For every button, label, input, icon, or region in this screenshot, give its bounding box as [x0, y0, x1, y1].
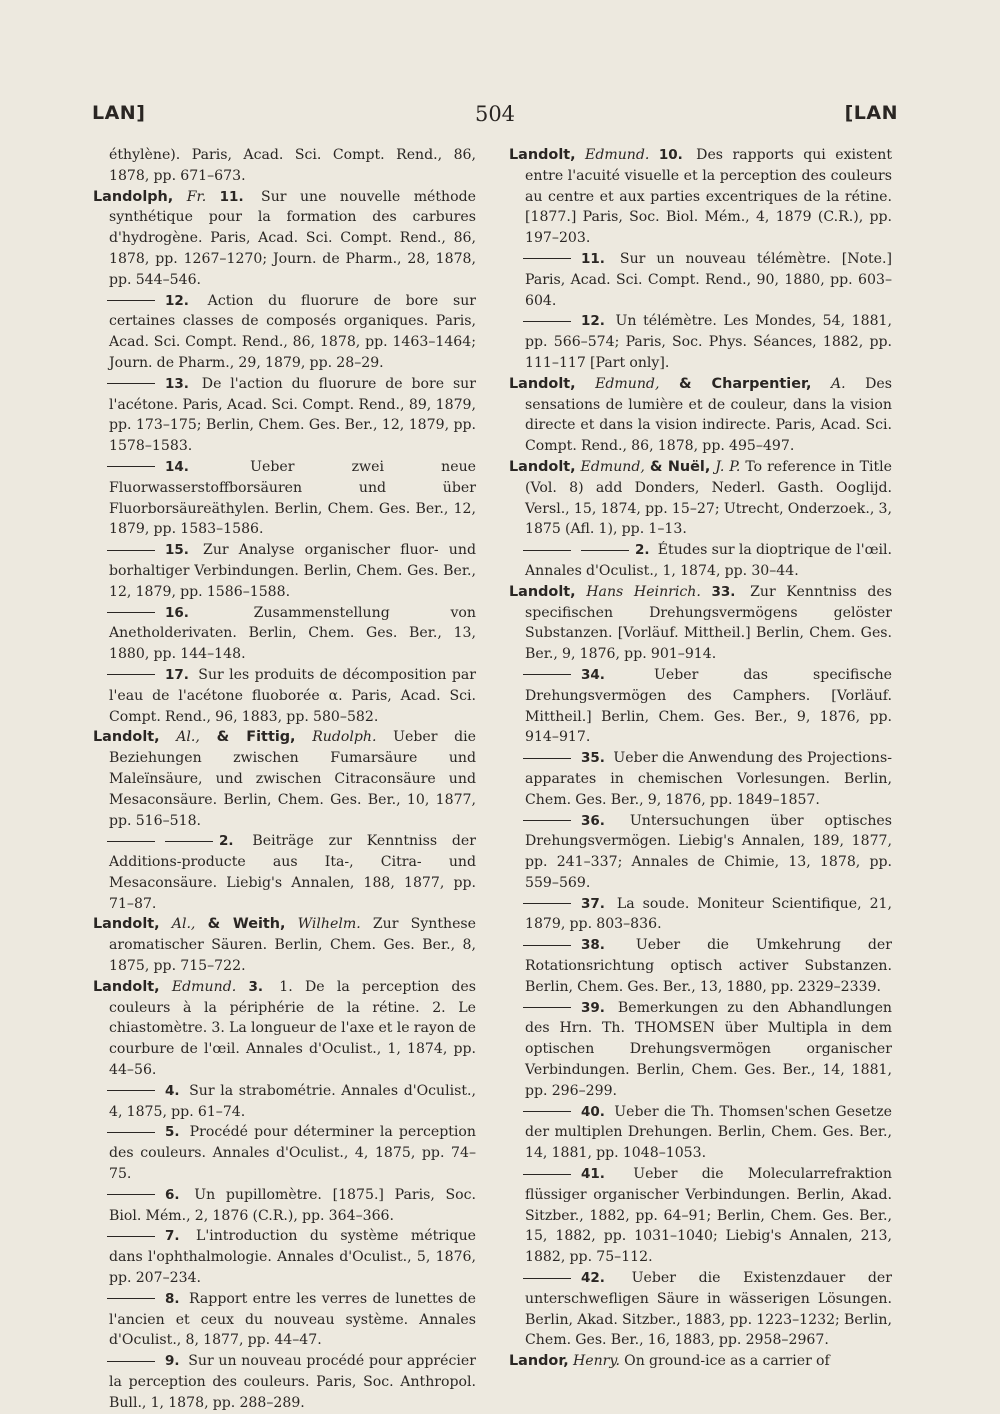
author-surname: Landolt, [509, 458, 576, 475]
entry-number: 10. [658, 147, 683, 163]
entry-number: 12. [581, 313, 605, 330]
ditto-dash [523, 758, 571, 759]
ditto-dash [107, 1194, 155, 1195]
bibliography-entry [93, 457, 476, 540]
author-surname: Landolt, [93, 978, 160, 995]
coauthor-surname: & Nuël, [649, 458, 711, 475]
author-surname: Landolt, [509, 147, 576, 163]
entry-number: 37. [581, 895, 605, 912]
entry-number: 12. [165, 292, 189, 309]
author-surname: Landolt, [93, 916, 160, 933]
author-given-name: Edmund. [585, 147, 650, 163]
entry-text: Un pupillomètre. [1875.] Paris, Soc. Biol. Mém., 2, 1876 (C.R.), pp. 364–366. [109, 1186, 476, 1224]
entry-text: Action du fluorure de bore sur certaines classes de composés organiques. Paris, Acad. Sci. Compt. Rend., 86, 1878, pp. 1463–1464; Journ. de Pharm., 29, 1879, pp. 28–29. [109, 292, 477, 371]
page-number: 504 [474, 102, 516, 126]
author-given-name: Fr. [186, 188, 207, 205]
header-right: [LAN [844, 102, 898, 124]
author-surname: Landolph, [93, 188, 174, 205]
entry-number: 2. [219, 833, 234, 850]
entry-number: 36. [581, 812, 605, 829]
entry-text: On ground-ice as a carrier of [624, 1353, 830, 1370]
bibliography-entry [509, 1102, 892, 1164]
entry-text: Ueber die Beziehungen zwischen Fumarsäure und Maleïnsäure, und zwischen Citraconsäure und Mesaconsäure. Berlin, Chem. Ges. Ber., 10, 1877, pp. 516–518. [109, 729, 476, 829]
entry-number: 39. [581, 999, 605, 1016]
entry-number: 11. [219, 188, 244, 205]
ditto-dash [523, 945, 571, 946]
coauthor-given-name: J. P. [715, 458, 741, 475]
bibliography-entry [93, 1351, 476, 1413]
coauthor-surname: & Charpentier, [678, 375, 812, 392]
ditto-dash [523, 674, 571, 675]
entry-text: Procédé pour déterminer la perception des couleurs. Annales d'Oculist., 4, 1875, pp. 74–75. [109, 1124, 476, 1183]
bibliography-entry [509, 1268, 892, 1351]
entry-text: Ueber die Molecularrefraktion flüssiger organischer Verbindungen. Berlin, Akad. Sitzber., 1882, pp. 64–91; Berlin, Chem. Ges. Ber., 15, 1882, pp. 1031–1040; Liebig's Annalen, 213, 1882, pp. 75–112. [525, 1166, 892, 1266]
entry-text: Ueber die Th. Thomsen'schen Gesetze der multiplen Drehungen. Berlin, Chem. Ges. Ber., 14, 1881, pp. 1048–1053. [525, 1103, 892, 1162]
entry-text: Zur Synthese aromatischer Säuren. Berlin, Chem. Ges. Ber., 8, 1875, pp. 715–722. [109, 916, 476, 975]
entry-text: éthylène). Paris, Acad. Sci. Compt. Rend., 86, 1878, pp. 671–673. [109, 147, 476, 184]
bibliography-entry [509, 311, 892, 373]
entry-text: Ueber die Existenzdauer der unterschwefligen Säure in wässerigen Lösungen. Berlin, Akad. Sitzber., 1883, pp. 1223–1232; Berlin, Chem. Ges. Ber., 16, 1883, pp. 2958–2967. [525, 1270, 892, 1349]
entry-text: Zusammenstellung von Anetholderivaten. Berlin, Chem. Ges. Ber., 13, 1880, pp. 144–148. [109, 604, 476, 663]
ditto-dash [581, 550, 629, 551]
entry-number: 17. [165, 666, 189, 683]
entry-number: 16. [165, 604, 189, 621]
entry-number: 42. [581, 1270, 605, 1287]
entry-number: 15. [165, 542, 189, 559]
bibliography-entry [93, 1185, 476, 1227]
bibliography-entry [93, 603, 476, 665]
bibliography-entry [509, 998, 892, 1102]
bibliography-entry [509, 249, 892, 311]
entry-number: 41. [581, 1166, 605, 1183]
bibliography-entry [509, 1351, 892, 1372]
bibliography-entry [93, 540, 476, 602]
bibliography-entry [93, 1122, 476, 1184]
ditto-dash [523, 258, 571, 259]
ditto-dash [107, 466, 155, 467]
entry-text: Sur la strabométrie. Annales d'Oculist., 4, 1875, pp. 61–74. [109, 1082, 476, 1120]
entry-number: 38. [581, 937, 605, 954]
entry-number: 7. [165, 1228, 180, 1245]
bibliography-entry [93, 145, 476, 187]
left-column [93, 145, 476, 1414]
ditto-dash [107, 1090, 155, 1091]
ditto-dash [523, 1007, 571, 1008]
bibliography-entry [93, 1081, 476, 1123]
entry-text: Études sur la dioptrique de l'œil. Annales d'Oculist., 1, 1874, pp. 30–44. [525, 542, 893, 579]
entry-text: Ueber die Umkehrung der Rotationsrichtung optisch activer Substanzen. Berlin, Chem. Ges. Ber., 13, 1880, pp. 2329–2339. [525, 937, 892, 995]
ditto-dash [107, 1298, 155, 1299]
ditto-dash [107, 612, 155, 613]
entry-text: To reference in Title (Vol. 8) add Donders, Nederl. Gasth. Ooglijd. Versl., 15, 1874, pp. 15–27; Utrecht, Onderzoek., 3, 1875 (Afl. 1), pp. 1–13. [525, 458, 892, 538]
entry-text: Rapport entre les verres de lunettes de l'ancien et ceux du nouveau système. Annales d'Oculist., 8, 1877, pp. 44–47. [109, 1290, 476, 1349]
bibliography-entry [93, 187, 476, 291]
ditto-dash [107, 1236, 155, 1237]
coauthor-surname: & Weith, [207, 916, 286, 933]
ditto-dash [107, 1132, 155, 1133]
ditto-dash [523, 550, 571, 551]
author-surname: Landolt, [509, 583, 576, 600]
right-column [509, 145, 892, 1372]
bibliography-entry [93, 1226, 476, 1288]
bibliography-entry [93, 914, 476, 976]
entry-text: Untersuchungen über optisches Drehungsvermögen. Liebig's Annalen, 189, 1877, pp. 241–337; Annales de Chimie, 13, 1878, pp. 559–569. [525, 812, 893, 891]
entry-text: Des rapports qui existent entre l'acuité visuelle et la perception des couleurs au centre et aux parties excentriques de la rétine. [1877.] Paris, Soc. Biol. Mém., 4, 1879 (C.R.), pp. 197–203. [525, 147, 893, 247]
ditto-dash [107, 550, 155, 551]
author-surname: Landolt, [93, 729, 160, 746]
ditto-dash [523, 1174, 571, 1175]
bibliography-entry [509, 582, 892, 665]
entry-number: 8. [165, 1290, 180, 1307]
entry-text: Zur Kenntniss des specifischen Drehungsvermögens gelöster Substanzen. [Vorläuf. Mittheil.] Berlin, Chem. Ges. Ber., 9, 1876, pp. 901–914. [525, 583, 892, 663]
coauthor-surname: & Fittig, [216, 729, 296, 746]
entry-number: 3. [248, 978, 263, 995]
ditto-dash [523, 820, 571, 821]
bibliography-entry [509, 894, 892, 936]
ditto-dash [523, 903, 571, 904]
entry-number: 13. [165, 375, 189, 392]
bibliography-entry [93, 665, 476, 727]
entry-text: 1. De la perception des couleurs à la périphérie de la rétine. 2. Le chiastomètre. 3. La longueur de l'axe et le rayon de courbure de l'œil. Annales d'Oculist., 1, 1874, pp. 44–56. [109, 978, 476, 1079]
author-given-name: Al., [171, 916, 196, 933]
author-given-name: Edmund, [580, 458, 645, 475]
bibliography-entry [509, 935, 892, 997]
coauthor-given-name: A. [830, 375, 846, 392]
entry-number: 6. [165, 1186, 180, 1203]
author-given-name: Al., [176, 729, 200, 746]
entry-number: 33. [711, 583, 736, 600]
bibliography-entry [509, 748, 892, 810]
author-given-name: Edmund. [171, 978, 237, 995]
author-given-name: Edmund, [595, 375, 660, 392]
entry-text: Des sensations de lumière et de couleur, dans la vision directe et dans la vision indirecte. Paris, Acad. Sci. Compt. Rend., 86, 1878, pp. 495–497. [525, 375, 892, 455]
bibliography-entry [93, 291, 476, 374]
author-given-name: Henry. [572, 1353, 620, 1370]
entry-text: Sur un nouveau télémètre. [Note.] Paris, Acad. Sci. Compt. Rend., 90, 1880, pp. 603–604. [525, 250, 893, 309]
ditto-dash [107, 1361, 155, 1362]
entry-text: Un télémètre. Les Mondes, 54, 1881, pp. 566–574; Paris, Soc. Phys. Séances, 1882, pp. 111–117 [Part only]. [525, 313, 892, 371]
entry-text: Sur un nouveau procédé pour apprécier la perception des couleurs. Paris, Soc. Anthropol. Bull., 1, 1878, pp. 288–289. [109, 1353, 476, 1411]
entry-number: 5. [165, 1124, 180, 1141]
entry-number: 11. [581, 250, 605, 267]
entry-text: Ueber die Anwendung des Projections-apparates in chemischen Vorlesungen. Berlin, Chem. Ges. Ber., 9, 1876, pp. 1849–1857. [525, 750, 892, 808]
entry-text: Beiträge zur Kenntniss der Additions-producte aus Ita-, Citra- und Mesaconsäure. Liebig's Annalen, 188, 1877, pp. 71–87. [109, 833, 477, 912]
entry-number: 4. [165, 1082, 180, 1099]
entry-text: L'introduction du système métrique dans l'ophthalmologie. Annales d'Oculist., 5, 1876, pp. 207–234. [109, 1228, 476, 1287]
ditto-dash [107, 674, 155, 675]
ditto-dash [107, 383, 155, 384]
entry-number: 2. [635, 542, 650, 559]
ditto-dash [107, 841, 155, 842]
ditto-dash [523, 321, 571, 322]
bibliography-entry [93, 1289, 476, 1351]
bibliography-entry [509, 1164, 892, 1268]
ditto-dash [523, 1111, 571, 1112]
ditto-dash [165, 841, 213, 842]
bibliography-entry [93, 977, 476, 1081]
entry-text: Ueber zwei neue Fluorwasserstoffborsäuren und über Fluorborsäureäthylen. Berlin, Chem. Ges. Ber., 12, 1879, pp. 1583–1586. [109, 458, 476, 538]
bibliography-entry [509, 457, 892, 540]
entry-text: Ueber das specifische Drehungsvermögen des Camphers. [Vorläuf. Mittheil.] Berlin, Chem. Ges. Ber., 9, 1876, pp. 914–917. [525, 666, 892, 746]
entry-number: 40. [581, 1103, 605, 1120]
entry-text: Sur les produits de décomposition par l'eau de l'acétone fluoborée α. Paris, Acad. Sci. Compt. Rend., 96, 1883, pp. 580–582. [109, 666, 477, 725]
coauthor-given-name: Wilhelm. [297, 916, 361, 933]
author-surname: Landor, [509, 1353, 569, 1370]
bibliography-entry [93, 831, 476, 914]
author-given-name: Hans Heinrich. [586, 583, 701, 600]
bibliography-entry [509, 665, 892, 748]
ditto-dash [107, 300, 155, 301]
entry-text: Sur une nouvelle méthode synthétique pour la formation des carbures d'hydrogène. Paris, Acad. Sci. Compt. Rend., 86, 1878, pp. 1267–1270; Journ. de Pharm., 28, 1878, pp. 544–546. [109, 188, 476, 288]
bibliography-entry [509, 374, 892, 457]
bibliography-entry [93, 374, 476, 457]
entry-number: 14. [165, 458, 189, 475]
entry-text: Zur Analyse organischer fluor- und borhaltiger Verbindungen. Berlin, Chem. Ges. Ber., 12, 1879, pp. 1586–1588. [109, 542, 476, 600]
bibliography-entry [509, 811, 892, 894]
ditto-dash [523, 1278, 571, 1279]
header-left: LAN] [92, 102, 146, 124]
entry-number: 9. [165, 1353, 180, 1370]
bibliography-entry [93, 727, 476, 831]
coauthor-given-name: Rudolph. [312, 729, 377, 746]
entry-text: De l'action du fluorure de bore sur l'acétone. Paris, Acad. Sci. Compt. Rend., 89, 1879, pp. 173–175; Berlin, Chem. Ges. Ber., 12, 1879, pp. 1578–1583. [109, 375, 476, 455]
running-header [92, 102, 898, 134]
entry-number: 34. [581, 666, 605, 683]
entry-number: 35. [581, 750, 605, 767]
author-surname: Landolt, [509, 375, 576, 392]
entry-text: La soude. Moniteur Scientifique, 21, 1879, pp. 803–836. [525, 895, 892, 933]
bibliography-entry [509, 145, 892, 249]
bibliography-entry [509, 540, 892, 582]
entry-text: Bemerkungen zu den Abhandlungen des Hrn. Th. THOMSEN über Multipla in dem optischen Drehungsvermögen organischer Verbindungen. Berlin, Chem. Ges. Ber., 14, 1881, pp. 296–299. [525, 999, 892, 1099]
